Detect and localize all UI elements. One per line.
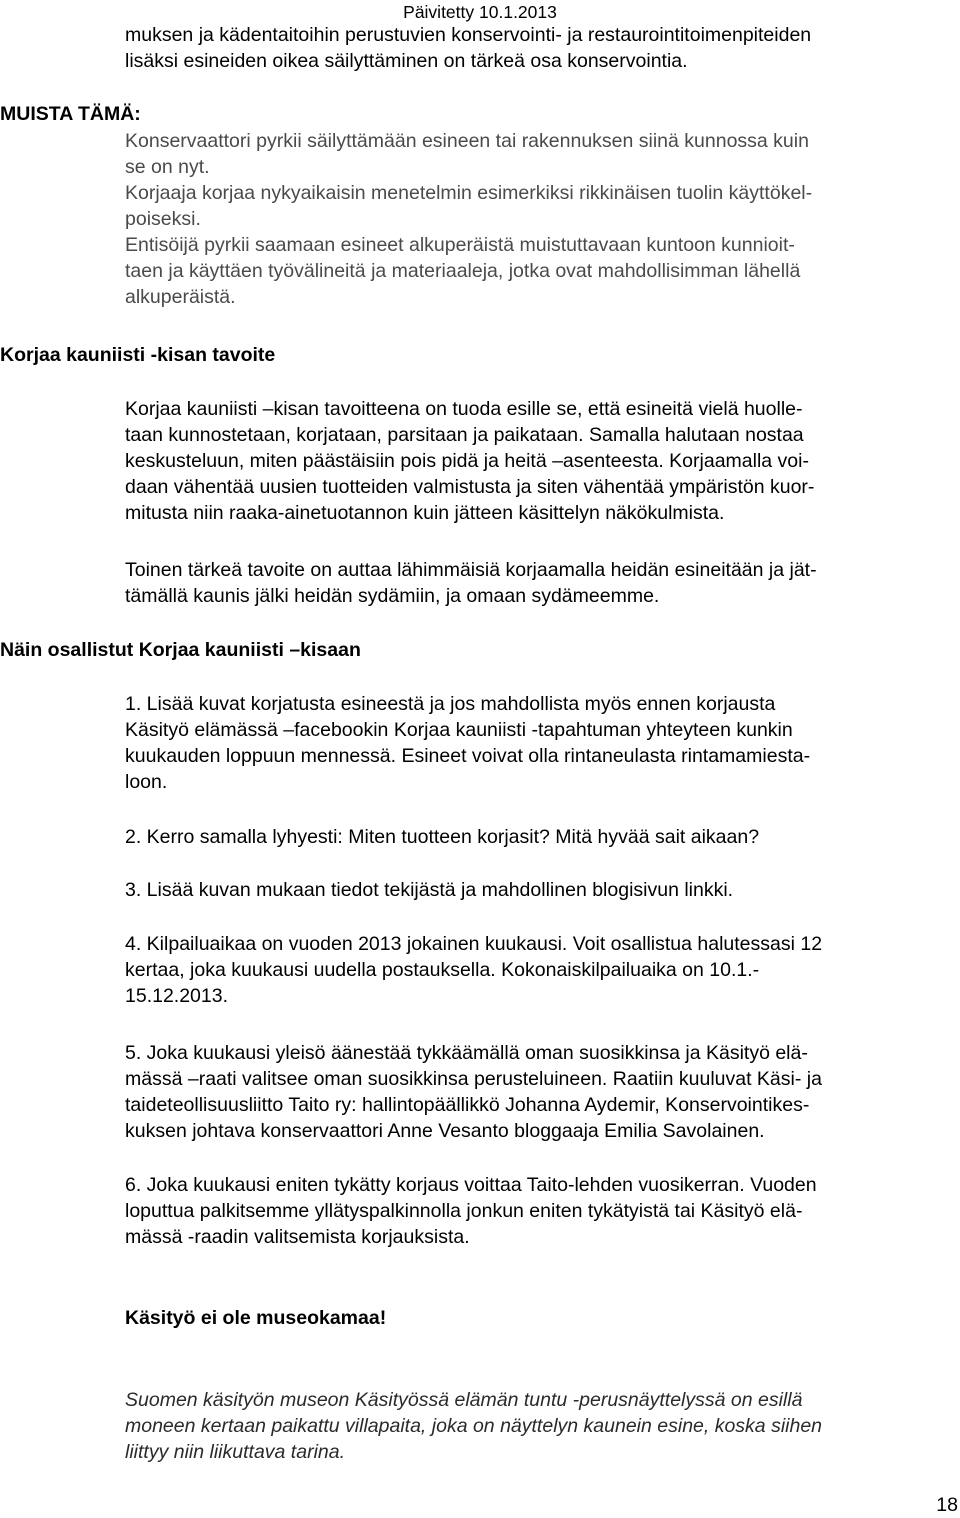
text-line: 3. Lisää kuvan mukaan tiedot tekijästä ja mahdollinen blogisivun linkki. [125,879,734,901]
text-line: Entisöijä pyrkii saamaan esineet alkuperäistä muistuttavaan kuntoon kunnioit- [125,234,795,256]
text-line: Suomen käsityön museon Käsityössä elämän tuntu -perusnäyttelyssä on esillä [125,1389,803,1411]
intro-paragraph [125,22,960,74]
text-line: Konservaattori pyrkii säilyttämään esineen tai rakennuksen siinä kunnossa kuin [125,130,809,152]
text-line: mitusta niin raaka-ainetuotannon kuin jätteen käsittelyn näkökulmista. [125,502,725,524]
text-line: lisäksi esineiden oikea säilyttäminen on tärkeä osa konservointia. [125,50,688,72]
text-line: kuksen johtava konservaattori Anne Vesanto bloggaaja Emilia Savolainen. [125,1120,765,1142]
text-line: 15.12.2013. [125,985,229,1007]
slogan [125,1305,960,1331]
list-item-2 [125,824,960,850]
list-item-3 [125,877,960,903]
updated-date: Päivitetty 10.1.2013 [403,2,557,22]
list-item-6 [125,1172,960,1250]
slogan-text: Käsityö ei ole museokamaa! [125,1307,387,1329]
text-line: se on nyt. [125,156,210,178]
remember-heading: MUISTA TÄMÄ: [0,103,141,125]
goal-heading: Korjaa kauniisti -kisan tavoite [0,344,276,366]
text-line: 2. Kerro samalla lyhyesti: Miten tuotteen korjasit? Mitä hyvää sait aikaan? [125,826,760,848]
list-item-5 [125,1040,960,1144]
list-item-1 [125,691,960,795]
text-line: taen ja käyttäen työvälineitä ja materiaaleja, jotka ovat mahdollisimman lähellä [125,260,801,282]
list-item-4 [125,931,960,1009]
text-line: tämällä kaunis jälki heidän sydämiin, ja omaan sydämeemme. [125,585,660,607]
goal-paragraph-2 [125,557,960,609]
text-line: loputtua palkitsemme yllätyspalkinnolla jonkun eniten tykätyistä tai Käsityö elä- [125,1200,803,1222]
text-line: 6. Joka kuukausi eniten tykätty korjaus voittaa Taito-lehden vuosikerran. Vuoden [125,1174,817,1196]
participate-heading: Näin osallistut Korjaa kauniisti –kisaan [0,639,361,661]
text-line: alkuperäistä. [125,286,236,308]
text-line: muksen ja kädentaitoihin perustuvien konservointi- ja restaurointitoimenpiteiden [125,24,812,46]
text-line: Toinen tärkeä tavoite on auttaa lähimmäisiä korjaamalla heidän esineitään ja jät- [125,559,817,581]
text-line: loon. [125,771,168,793]
text-line: keskusteluun, miten päästäisiin pois pidä ja heitä –asenteesta. Korjaamalla voi- [125,450,809,472]
remember-list [125,128,960,310]
text-line: moneen kertaan paikattu villapaita, joka on näyttelyn kaunein esine, koska siihen [125,1415,823,1437]
goal-paragraph-1 [125,396,960,526]
text-line: mässä –raati valitsee oman suosikkinsa perusteluineen. Raatiin kuuluvat Käsi- ja [125,1068,822,1090]
text-line: taideteollisuusliitto Taito ry: hallintopäällikkö Johanna Aydemir, Konservointikes- [125,1094,810,1116]
text-line: daan vähentää uusien tuotteiden valmistusta ja siten vähentää ympäristön kuor- [125,476,815,498]
museum-note [125,1387,960,1465]
text-line: kertaa, joka kuukausi uudella postauksella. Kokonaiskilpailuaika on 10.1.- [125,959,760,981]
text-line: Käsityö elämässä –facebookin Korjaa kauniisti -tapahtuman yhteyteen kunkin [125,719,793,741]
text-line: taan kunnostetaan, korjataan, parsitaan ja paikataan. Samalla halutaan nostaa [125,424,804,446]
text-line: Korjaaja korjaa nykyaikaisin menetelmin esimerkiksi rikkinäisen tuolin käyttökel- [125,182,813,204]
text-line: Korjaa kauniisti –kisan tavoitteena on tuoda esille se, että esineitä vielä huolle- [125,398,803,420]
text-line: liittyy niin liikuttava tarina. [125,1441,346,1463]
text-line: 1. Lisää kuvat korjatusta esineestä ja jos mahdollista myös ennen korjausta [125,693,776,715]
text-line: 5. Joka kuukausi yleisö äänestää tykkäämällä oman suosikkinsa ja Käsityö elä- [125,1042,808,1064]
text-line: 4. Kilpailuaikaa on vuoden 2013 jokainen kuukausi. Voit osallistua halutessasi 12 [125,933,823,955]
text-line: kuukauden loppuun mennessä. Esineet voivat olla rintaneulasta rintamamiesta- [125,745,811,767]
text-line: poiseksi. [125,208,201,230]
text-line: mässä -raadin valitsemista korjauksista. [125,1226,470,1248]
page-number: 18 [936,1494,958,1516]
